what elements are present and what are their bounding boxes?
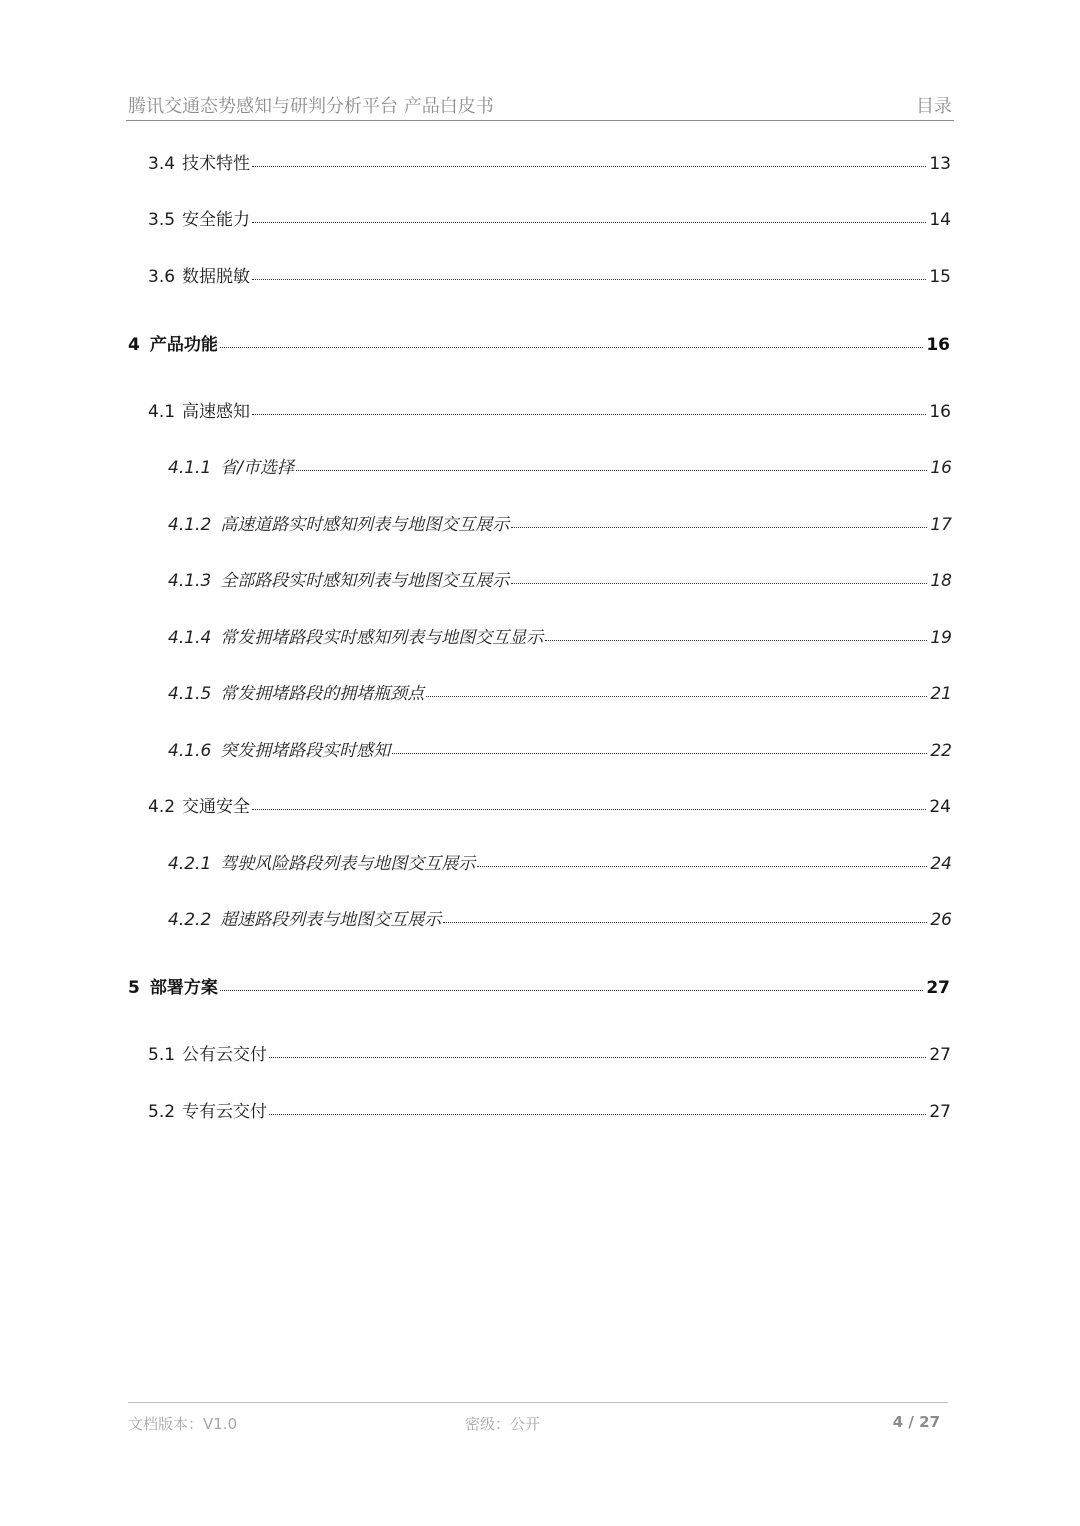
toc-entry-number: 4.1.2 <box>168 515 212 535</box>
toc-entry-title: 高速感知 <box>182 402 251 422</box>
toc-entry-title: 高速道路实时感知列表与地图交互展示 <box>220 515 510 535</box>
toc-entry-3-6[interactable] <box>148 262 951 287</box>
dot-leader <box>426 695 927 697</box>
toc-entry-title: 常发拥堵路段实时感知列表与地图交互显示 <box>220 628 544 648</box>
dot-leader <box>392 752 927 754</box>
toc-entry-page: 17 <box>930 515 952 535</box>
section-name: 目录 <box>916 96 952 117</box>
toc-entry-page: 24 <box>929 797 951 817</box>
toc-entry-number: 3.4 <box>148 154 176 174</box>
toc-entry-4[interactable] <box>128 330 950 355</box>
toc-entry-4-1-4[interactable] <box>168 623 952 648</box>
toc-entry-page: 22 <box>930 741 952 761</box>
toc-entry-4-1-6[interactable] <box>168 736 952 761</box>
toc-entry-4-1-1[interactable] <box>168 453 952 478</box>
dot-leader <box>269 1113 926 1115</box>
toc-entry-page: 16 <box>929 402 951 422</box>
toc-entry-number: 4.1.1 <box>168 458 212 478</box>
toc-entry-number: 4.2.2 <box>168 910 212 930</box>
toc-entry-number: 4.1 <box>148 402 176 422</box>
dot-leader <box>252 165 926 167</box>
toc-entry-page: 16 <box>926 335 950 355</box>
toc-entry-title: 省/市选择 <box>220 458 294 478</box>
toc-entry-4-1-3[interactable] <box>168 566 952 591</box>
toc-entry-page: 18 <box>930 571 952 591</box>
toc-entry-number: 5.2 <box>148 1102 176 1122</box>
toc-entry-page: 27 <box>926 978 950 998</box>
toc-entry-4-2-2[interactable] <box>168 905 952 930</box>
toc-entry-number: 4.1.4 <box>168 628 212 648</box>
toc-entry-page: 27 <box>929 1045 951 1065</box>
toc-entry-number: 4.2.1 <box>168 854 212 874</box>
toc-entry-title: 安全能力 <box>182 210 251 230</box>
toc-entry-number: 3.5 <box>148 210 176 230</box>
dot-leader <box>545 639 927 641</box>
toc-entry-number: 5.1 <box>148 1045 176 1065</box>
dot-leader <box>252 221 926 223</box>
toc-entry-number: 4.2 <box>148 797 176 817</box>
toc-entry-title: 部署方案 <box>149 978 218 998</box>
toc-entry-number: 4.1.6 <box>168 741 212 761</box>
toc-entry-page: 26 <box>930 910 952 930</box>
toc-entry-page: 13 <box>929 154 951 174</box>
dot-leader <box>252 413 926 415</box>
toc-entry-title: 公有云交付 <box>182 1045 268 1065</box>
toc-entry-4-1[interactable] <box>148 397 951 422</box>
toc-entry-page: 27 <box>929 1102 951 1122</box>
toc-entry-5-2[interactable] <box>148 1097 951 1122</box>
toc-entry-title: 常发拥堵路段的拥堵瓶颈点 <box>220 684 425 704</box>
dot-leader <box>220 346 923 348</box>
dot-leader <box>443 921 927 923</box>
toc-entry-5-1[interactable] <box>148 1040 951 1065</box>
toc-entry-page: 21 <box>930 684 952 704</box>
dot-leader <box>252 278 926 280</box>
toc-entry-title: 超速路段列表与地图交互展示 <box>220 910 442 930</box>
dot-leader <box>220 989 923 991</box>
toc-entry-title: 驾驶风险路段列表与地图交互展示 <box>220 854 476 874</box>
dot-leader <box>269 1056 926 1058</box>
toc-entry-number: 4.1.3 <box>168 571 212 591</box>
document-version: 文档版本：V1.0 <box>128 1415 238 1433</box>
page-header <box>126 88 954 121</box>
toc-entry-5[interactable] <box>128 973 950 998</box>
page-footer <box>128 1402 948 1443</box>
toc-entry-3-5[interactable] <box>148 205 951 230</box>
toc-entry-3-4[interactable] <box>148 149 951 174</box>
toc-entry-page: 19 <box>930 628 952 648</box>
page-number: 4 / 27 <box>892 1413 940 1431</box>
toc-entry-title: 专有云交付 <box>182 1102 268 1122</box>
dot-leader <box>511 526 927 528</box>
toc-entry-4-1-5[interactable] <box>168 679 952 704</box>
toc-entry-number: 4 <box>128 335 140 355</box>
toc-entry-title: 突发拥堵路段实时感知 <box>220 741 391 761</box>
toc-entry-4-2-1[interactable] <box>168 849 952 874</box>
dot-leader <box>252 808 926 810</box>
toc-entry-number: 5 <box>128 978 140 998</box>
toc-entry-title: 数据脱敏 <box>182 267 251 287</box>
toc-entry-number: 4.1.5 <box>168 684 212 704</box>
dot-leader <box>511 582 927 584</box>
dot-leader <box>296 469 927 471</box>
toc-entry-page: 15 <box>929 267 951 287</box>
toc-entry-title: 产品功能 <box>149 335 218 355</box>
toc-entry-title: 全部路段实时感知列表与地图交互展示 <box>220 571 510 591</box>
security-level: 密级：公开 <box>465 1415 541 1433</box>
document-title: 腾讯交通态势感知与研判分析平台 产品白皮书 <box>128 96 494 117</box>
toc-entry-page: 24 <box>930 854 952 874</box>
toc-entry-page: 14 <box>929 210 951 230</box>
toc-entry-4-1-2[interactable] <box>168 510 952 535</box>
dot-leader <box>477 865 927 867</box>
toc-entry-page: 16 <box>930 458 952 478</box>
toc-entry-4-2[interactable] <box>148 792 951 817</box>
toc-entry-number: 3.6 <box>148 267 176 287</box>
toc-entry-title: 技术特性 <box>182 154 251 174</box>
toc-entry-title: 交通安全 <box>182 797 251 817</box>
